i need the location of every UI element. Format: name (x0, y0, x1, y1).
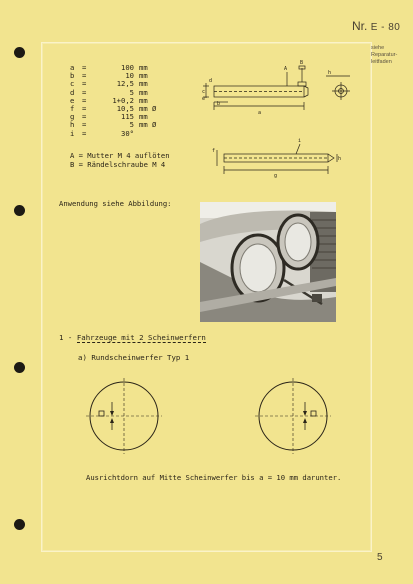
label-a: a (258, 110, 262, 116)
label-b-screw: B (300, 60, 304, 66)
section-number: 1 - (59, 333, 73, 342)
dimension-row: b = 10 mm (70, 71, 148, 81)
dimension-row: i = 30° (70, 128, 134, 138)
dimension-row: g = 115 mm (70, 112, 148, 122)
part-item: B = Rändelschraube M 4 (70, 160, 166, 169)
section-title (59, 333, 206, 342)
dimension-row: h = 5 mm Ø (70, 120, 157, 130)
alignment-diagram-left (86, 378, 162, 454)
label-a-nut: A (284, 66, 288, 72)
binder-hole (14, 362, 25, 373)
label-i: i (298, 138, 302, 144)
alignment-caption: Ausrichtdorn auf Mitte Scheinwerfer bis a = 10 mm darunter. (86, 473, 342, 482)
page-number: 5 (377, 552, 383, 563)
label-g: g (274, 173, 278, 178)
headlight-photo (200, 202, 336, 322)
dimension-row: d = 5 mm (70, 87, 148, 97)
subsection-title: a) Rundscheinwerfer Typ 1 (78, 353, 190, 362)
dimension-row: f = 10,5 mm Ø (70, 103, 157, 113)
side-note-line: leitfaden (371, 59, 392, 65)
label-f: f (212, 148, 216, 154)
document-number-prefix: Nr. (352, 19, 368, 33)
usage-text: Anwendung siehe Abbildung: (59, 199, 172, 208)
label-b: b (217, 101, 221, 107)
nut-a (298, 82, 306, 86)
binder-hole (14, 47, 25, 58)
pin-technical-drawing (200, 58, 360, 178)
label-h: h (328, 70, 332, 76)
dimension-row: a = 100 mm (70, 63, 148, 72)
binder-hole (14, 205, 25, 216)
document-number-value: E - 80 (370, 22, 401, 33)
document-number (352, 19, 400, 33)
side-note-line: Reparatur- (371, 52, 398, 58)
dimension-row: c = 12,5 mm (70, 79, 148, 89)
parts-list (70, 151, 170, 169)
label-h-lower: h (338, 156, 342, 162)
section-label: Fahrzeuge mit 2 Scheinwerfern (76, 333, 206, 342)
label-c: c (202, 89, 206, 95)
alignment-diagram-right (255, 378, 331, 454)
dimension-row: e = 1+0,2 mm (70, 95, 148, 105)
label-e: e (202, 96, 206, 102)
dimension-table (70, 64, 156, 138)
label-d: d (209, 78, 213, 84)
side-note-line: siehe (371, 45, 385, 51)
binder-hole (14, 519, 25, 530)
part-item: A = Mutter M 4 auflöten (70, 151, 170, 160)
side-note (371, 45, 411, 66)
